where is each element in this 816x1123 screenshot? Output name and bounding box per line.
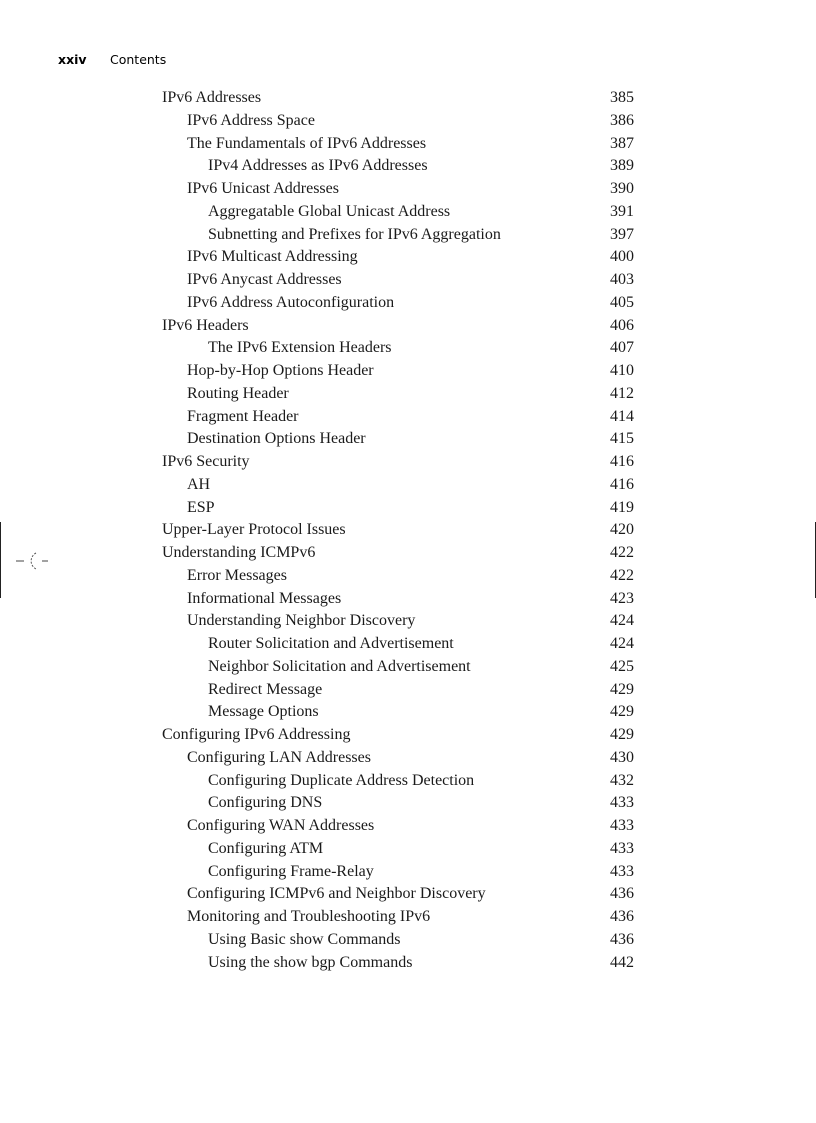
- toc-entry: [0, 178, 816, 201]
- toc-entry-title: Configuring IPv6 Addressing: [162, 726, 351, 743]
- toc-entry-title: Message Options: [208, 703, 319, 721]
- page-number: xxiv: [58, 52, 87, 67]
- toc-entry-page: 410: [610, 362, 634, 379]
- toc-entry-title: IPv6 Headers: [162, 316, 249, 334]
- toc-entry-title: Router Solicitation and Advertisement: [208, 635, 454, 652]
- registration-mark-icon: [16, 549, 52, 573]
- toc-entry: [0, 269, 816, 292]
- toc-entry-title: Subnetting and Prefixes for IPv6 Aggregation: [208, 225, 501, 243]
- toc-entry: [0, 883, 816, 906]
- toc-entry-page: 419: [610, 498, 634, 516]
- toc-entry-title: Understanding Neighbor Discovery: [187, 612, 416, 630]
- toc-entry: [0, 770, 816, 793]
- toc-entry-page: 420: [610, 521, 634, 539]
- toc-entry: [0, 246, 816, 269]
- toc-entry: [0, 497, 816, 520]
- toc-entry-title: Destination Options Header: [187, 430, 366, 448]
- toc-entry: [0, 315, 816, 338]
- toc-entry-title: Error Messages: [187, 566, 287, 584]
- toc-entry-title: Configuring Frame-Relay: [208, 862, 374, 880]
- toc-entry: [0, 155, 816, 178]
- toc-entry: [0, 815, 816, 838]
- toc-entry-title: IPv6 Address Autoconfiguration: [187, 293, 395, 311]
- toc-entry-page: 414: [610, 407, 634, 425]
- toc-entry-title: Redirect Message: [208, 680, 323, 698]
- toc-entry: [0, 588, 816, 611]
- toc-entry: [0, 952, 816, 975]
- toc-entry-page: 385: [610, 89, 634, 106]
- toc-entry-title: Understanding ICMPv6: [162, 544, 316, 561]
- toc-entry-page: 400: [610, 248, 634, 266]
- toc-entry-title: Neighbor Solicitation and Advertisement: [208, 657, 471, 675]
- toc-entry-title: IPv6 Security: [162, 453, 250, 470]
- toc-entry-page: 386: [610, 111, 634, 129]
- toc-entry-page: 442: [610, 953, 634, 971]
- toc-entry-page: 390: [610, 180, 634, 197]
- toc-entry: [0, 133, 816, 156]
- toc-entry: [0, 929, 816, 952]
- toc-entry-title: IPv6 Anycast Addresses: [187, 271, 342, 288]
- toc-entry: [0, 565, 816, 588]
- toc-entry-page: 415: [610, 430, 634, 448]
- toc-entry-page: 436: [610, 908, 634, 925]
- toc-entry-page: 429: [610, 726, 634, 743]
- toc-entry: [0, 542, 816, 565]
- toc-entry-page: 430: [610, 748, 634, 766]
- running-title: Contents: [110, 52, 167, 67]
- toc-entry: [0, 474, 816, 497]
- toc-entry-page: 391: [610, 202, 634, 220]
- toc-entry: [0, 383, 816, 406]
- toc-entry: [0, 292, 816, 315]
- toc-entry-title: Configuring Duplicate Address Detection: [208, 771, 475, 789]
- toc-entry: [0, 747, 816, 770]
- toc-entry: [0, 406, 816, 429]
- toc-entry-page: 429: [610, 703, 634, 721]
- toc-entry-page: 412: [610, 384, 634, 402]
- toc-entry: [0, 701, 816, 724]
- toc-entry: [0, 224, 816, 247]
- toc-entry-title: ESP: [187, 498, 215, 516]
- toc-entry-title: Aggregatable Global Unicast Address: [208, 202, 451, 220]
- toc-entry-title: IPv4 Addresses as IPv6 Addresses: [208, 157, 428, 175]
- toc-entry-page: 433: [610, 839, 634, 857]
- toc-entry-title: Fragment Header: [187, 407, 299, 425]
- toc-entry: [0, 656, 816, 679]
- toc-entry-page: 424: [610, 612, 634, 630]
- toc-entry-title: Upper-Layer Protocol Issues: [162, 521, 346, 539]
- toc-entry: [0, 633, 816, 656]
- toc-entry-title: Hop-by-Hop Options Header: [187, 362, 374, 379]
- toc-entry-page: 387: [610, 134, 634, 152]
- toc-entry-title: AH: [187, 475, 211, 493]
- toc-entry-page: 406: [610, 316, 634, 334]
- toc-entry-title: The IPv6 Extension Headers: [208, 339, 392, 357]
- toc-entry-title: Monitoring and Troubleshooting IPv6: [187, 908, 431, 925]
- toc-entry: [0, 201, 816, 224]
- toc-entry-page: 436: [610, 885, 634, 903]
- toc-entry: [0, 610, 816, 633]
- toc-entry: [0, 792, 816, 815]
- toc-entry-page: 436: [610, 930, 634, 948]
- table-of-contents: [0, 87, 816, 974]
- toc-entry-page: 424: [610, 635, 634, 652]
- toc-entry-title: IPv6 Addresses: [162, 89, 262, 106]
- toc-entry-title: Configuring WAN Addresses: [187, 817, 375, 834]
- toc-entry-page: 416: [610, 453, 634, 470]
- toc-entry-page: 429: [610, 680, 634, 698]
- toc-entry: [0, 337, 816, 360]
- toc-entry-page: 407: [610, 339, 634, 357]
- toc-entry-title: IPv6 Address Space: [187, 111, 315, 129]
- toc-entry-title: IPv6 Unicast Addresses: [187, 180, 339, 197]
- toc-entry-page: 433: [610, 817, 634, 834]
- toc-entry: [0, 428, 816, 451]
- toc-entry: [0, 838, 816, 861]
- toc-entry-page: 397: [610, 225, 634, 243]
- toc-entry: [0, 87, 816, 110]
- toc-entry-page: 422: [610, 544, 634, 561]
- toc-entry-page: 405: [610, 293, 634, 311]
- toc-entry-title: Informational Messages: [187, 589, 342, 607]
- toc-entry-page: 433: [610, 862, 634, 880]
- toc-entry: [0, 519, 816, 542]
- toc-entry-page: 423: [610, 589, 634, 607]
- toc-entry-page: 403: [610, 271, 634, 288]
- toc-entry-title: Routing Header: [187, 384, 289, 402]
- toc-entry: [0, 360, 816, 383]
- toc-entry-title: Configuring ATM: [208, 839, 324, 857]
- toc-entry-page: 389: [610, 157, 634, 175]
- toc-entry-page: 425: [610, 657, 634, 675]
- toc-entry: [0, 906, 816, 929]
- toc-entry: [0, 724, 816, 747]
- crop-mark-left: [0, 522, 1, 598]
- toc-entry-title: Using Basic show Commands: [208, 930, 401, 948]
- toc-entry-page: 432: [610, 771, 634, 789]
- toc-entry: [0, 861, 816, 884]
- toc-entry-title: Configuring DNS: [208, 794, 323, 812]
- toc-entry: [0, 110, 816, 133]
- toc-entry: [0, 679, 816, 702]
- toc-entry-title: IPv6 Multicast Addressing: [187, 248, 358, 266]
- toc-entry-title: Configuring LAN Addresses: [187, 748, 371, 766]
- toc-entry-title: Configuring ICMPv6 and Neighbor Discovery: [187, 885, 486, 903]
- toc-entry-page: 433: [610, 794, 634, 812]
- toc-entry-title: The Fundamentals of IPv6 Addresses: [187, 134, 427, 152]
- toc-entry-page: 422: [610, 566, 634, 584]
- toc-entry: [0, 451, 816, 474]
- toc-entry-page: 416: [610, 475, 634, 493]
- toc-entry-title: Using the show bgp Commands: [208, 953, 413, 971]
